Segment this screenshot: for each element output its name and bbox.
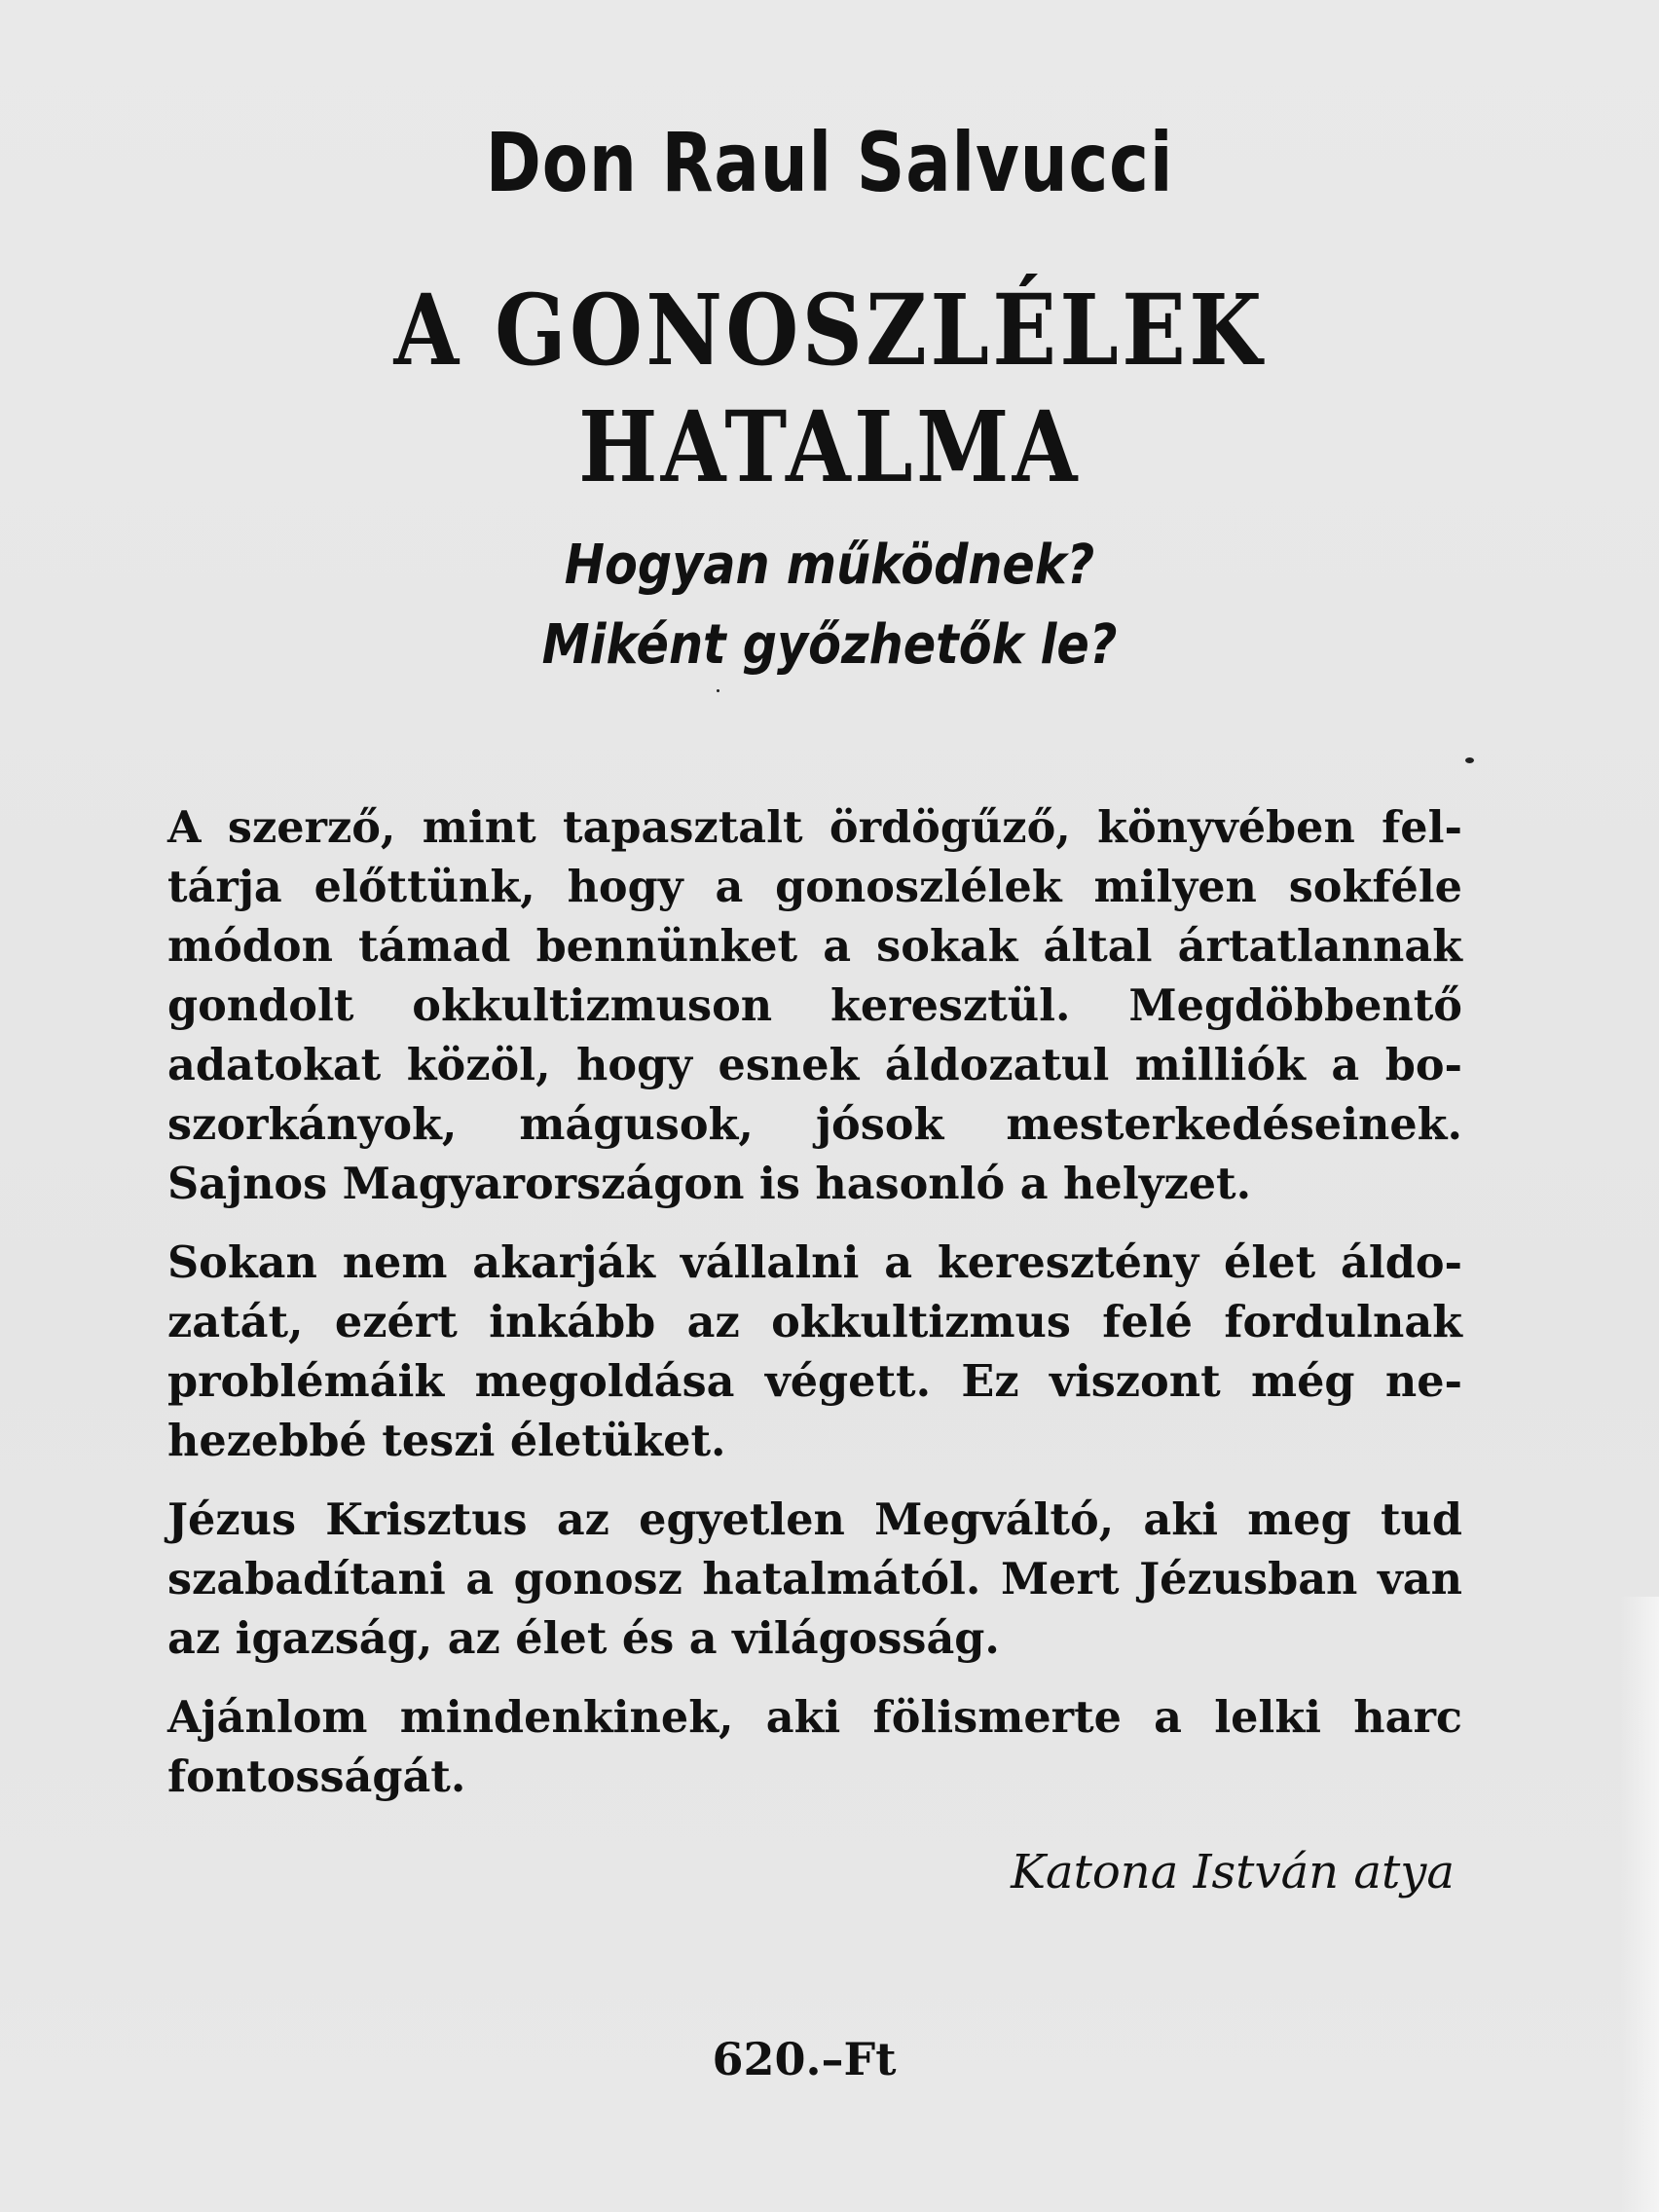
blurb-paragraph: A szerző, mint tapasztalt ördögűző, könyvében fel-tárja előttünk, hogy a gonoszlélek milyen sokféle módon támad bennünket a sokak által ártatlannak gondolt okkultizmuson keresztül. Megdöbbentő adatokat közöl, hogy esnek áldozatul milliók a bo-szorkányok, mágusok, jósok mesterkedéseinek. Sajnos Magyarországon is hasonló a helyzet. (167, 802, 1462, 1209)
subtitle-line-2: Miként győzhetők le? (541, 613, 1118, 677)
subtitle-line-1: Hogyan működnek? (564, 534, 1095, 597)
print-speck (1465, 757, 1474, 763)
blurb-text (167, 798, 1462, 1826)
book-title-line-1: A GONOSZLÉLEK (393, 273, 1266, 387)
book-title-line-2: HATALMA (578, 389, 1081, 504)
blurb-paragraph: Ajánlom mindenkinek, aki fölismerte a lelki harc fontosságát. (167, 1692, 1462, 1802)
print-speck (717, 689, 719, 692)
signature: Katona István atya (1011, 1845, 1455, 1899)
blurb-paragraph: Jézus Krisztus az egyetlen Megváltó, aki meg tud szabadítani a gonosz hatalmától. Mert Jézusban van az igazság, az élet és a világosság. (167, 1494, 1462, 1664)
blurb-paragraph: Sokan nem akarják vállalni a keresztény élet áldo-zatát, ezért inkább az okkultizmus felé fordulnak problémáik megoldása végett. Ez viszont még ne-hezebbé teszi életüket. (167, 1237, 1462, 1466)
price-label: 620.–Ft (712, 2033, 897, 2085)
author-name: Don Raul Salvucci (485, 115, 1174, 210)
cover-edge-highlight (1620, 1597, 1659, 2212)
